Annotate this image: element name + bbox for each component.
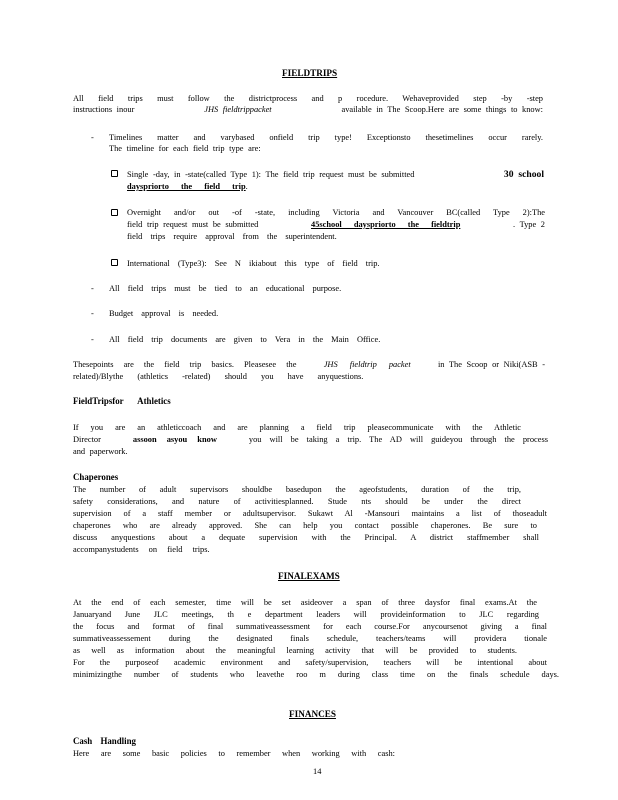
bullet4-line: All field trip documents are given to Vera in the Main Office. xyxy=(109,335,381,344)
athletics-line-1: If you are an athleticcoach and are planning a field trip pleasecommunicate with the Athletic xyxy=(73,423,521,432)
sub1-line-2 xyxy=(127,181,248,192)
sub1-line-1 xyxy=(127,169,544,180)
chaperones-heading: Chaperones xyxy=(73,472,119,482)
athletics-text-c: you will be taking a trip. The AD will guideyou through the process xyxy=(248,435,548,444)
chaperones-line-3: supervision of a staff member or adultsupervisor. Sukawt Al -Mansouri maintains a list of thoseadult xyxy=(73,509,547,518)
intro-line-1: All field trips must follow the districtprocess and p rocedure. Wehaveprovided step -by -step xyxy=(73,94,543,103)
bullet3-line: Budget approval is needed. xyxy=(109,309,219,318)
cash-handling-heading: Cash Handling xyxy=(73,736,136,746)
sub1-deadline: 30 school xyxy=(503,169,544,180)
chaperones-line-4: chaperones who are already approved. She can help you contact possible chaperones. Be sure to xyxy=(73,521,537,530)
sub2-line-2 xyxy=(127,219,545,230)
chaperones-line-6: accompanystudents on field trips. xyxy=(73,545,210,554)
athletics-text-a: Director xyxy=(73,435,101,444)
finalexams-line-3: the focus and format of final summativeassessment for each course.For anycoursenot giving a final xyxy=(73,622,547,631)
bullet-dash: - xyxy=(91,335,94,344)
intro-line-2 xyxy=(73,104,543,115)
finalexams-line-7: minimizingthe number of students who leavethe roo m during class time on the finals schedule days. xyxy=(73,670,559,679)
bullet-dash: - xyxy=(91,133,94,142)
square-bullet-icon xyxy=(111,170,118,177)
cash-handling-intro: Here are some basic policies to remember when working with cash: xyxy=(73,749,395,758)
chaperones-line-1: The number of adult supervisors shouldbe basedupon the ageofstudents, duration of the trip, xyxy=(73,485,521,494)
intro-text-a: instructions inour xyxy=(73,105,135,114)
finalexams-line-1: At the end of each semester, time will be set asideover a span of three daysfor final exams.At the xyxy=(73,598,537,607)
sub2-line-3: field trips require approval from the superintendent. xyxy=(127,232,337,241)
intro-text-c: available in The Scoop.Here are some things to know: xyxy=(341,105,543,114)
athletics-line-2 xyxy=(73,434,548,445)
page-number: 14 xyxy=(313,767,322,776)
finalexams-line-6: For the purposeof academic environment and safety/supervision, teachers will be intentional about xyxy=(73,658,547,667)
basics-line-2: related)/Blythe (athletics -related) should you have anyquestions. xyxy=(73,372,364,381)
finances-heading: FINANCES xyxy=(289,709,336,719)
square-bullet-icon xyxy=(111,209,118,216)
finalexams-heading: FINALEXAMS xyxy=(278,571,340,581)
fieldtrips-heading: FIELDTRIPS xyxy=(282,68,338,78)
bullet2-line: All field trips must be tied to an educational purpose. xyxy=(109,284,342,293)
sub1-deadline-cont: dayspriorto the field trip xyxy=(127,182,246,191)
sub2-tail: . Type 2 xyxy=(513,220,545,229)
sub3-line: International (Type3): See N ikiabout this type of field trip. xyxy=(127,259,380,268)
chaperones-line-5: discuss anyquestions about a dequate supervision with the Principal. A district staffmember shall xyxy=(73,533,539,542)
bullet1-line-1: Timelines matter and varybased onfield trip type! Exceptionsto thesetimelines occur rarely. xyxy=(109,133,543,142)
square-bullet-icon xyxy=(111,259,118,266)
finalexams-line-4: summativeassessement during the designated finals schedule, teachers/teams will providera tionale xyxy=(73,634,547,643)
basics-text-c: in The Scoop or Niki(ASB - xyxy=(437,360,545,369)
athletics-line-3: and paperwork. xyxy=(73,447,128,456)
packet-reference: JHS fieldtrip packet xyxy=(323,360,411,369)
finalexams-line-5: as well as information about the meaningful learning activity that will be provided to students. xyxy=(73,646,517,655)
sub1-period: . xyxy=(245,182,248,191)
bullet1-line-2: The timeline for each field trip type are: xyxy=(109,144,261,153)
sub2-deadline: 45school dayspriorto the fieldtrip xyxy=(311,220,461,229)
sub2-text: field trip request must be submitted xyxy=(127,220,259,229)
bullet-dash: - xyxy=(91,309,94,318)
basics-line-1 xyxy=(73,359,545,370)
chaperones-line-2: safety considerations, and nature of activitiesplanned. Stude nts should be under the direct xyxy=(73,497,521,506)
finalexams-line-2: Januaryand June JLC meetings, th e department leaders will provideinformation to JLC regarding xyxy=(73,610,539,619)
packet-reference: JHS fieldtrippacket xyxy=(204,105,272,114)
sub1-text: Single -day, in -state(called Type 1): The field trip request must be submitted xyxy=(127,170,415,179)
basics-text-a: Thesepoints are the field trip basics. Pleasesee the xyxy=(73,360,297,369)
athletics-heading: FieldTripsfor Athletics xyxy=(73,396,171,406)
bullet-dash: - xyxy=(91,284,94,293)
athletics-emphasis: assoon asyou know xyxy=(132,435,217,444)
sub2-line-1: Overnight and/or out -of -state, including Victoria and Vancouver BC(called Type 2):The xyxy=(127,208,545,217)
